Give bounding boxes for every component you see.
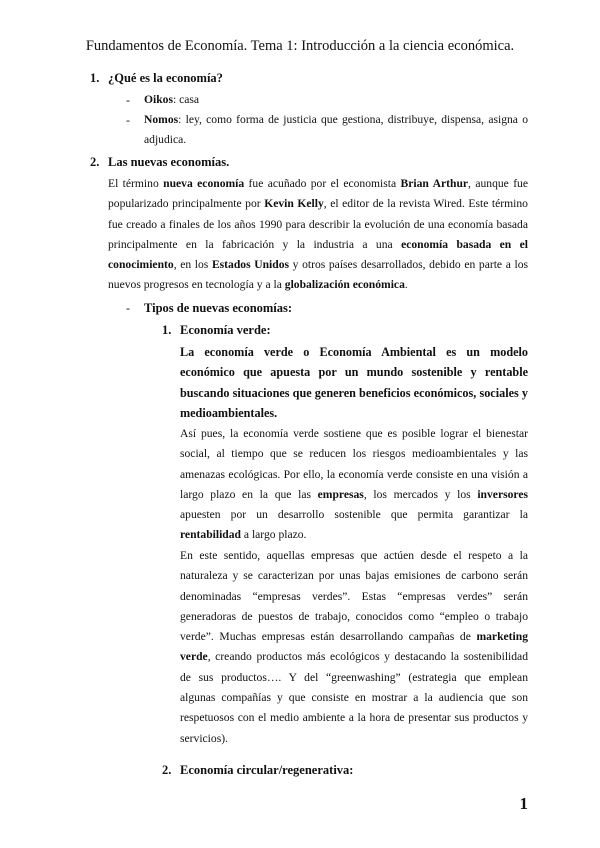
bold-run: marketing verde: [180, 630, 528, 664]
term-nomos: Nomos: [144, 113, 179, 126]
green-economy-paragraph-3: [180, 546, 528, 749]
list-dash: -: [126, 113, 130, 127]
sub2-heading: Economía circular/regenerativa:: [180, 763, 354, 777]
bold-run: globalización económica: [284, 278, 405, 292]
text-run: , los mercados y los: [363, 487, 478, 501]
section2-intro-paragraph: [108, 174, 528, 296]
text-run: En este sentido, aquellas empresas que actúen desde el respeto a la naturaleza y se caracterizan por unas bajas emisiones de carbono serán denominadas “empresas verdes”. Estas “empresas verdes” serán generadoras de puestos de trabajo, conocidos como “empleo o trabajo verde”. Muchas empresas están desarrollando campañas de: [180, 549, 528, 644]
bold-run: Kevin Kelly: [264, 197, 324, 211]
text-run: a largo plazo.: [241, 528, 307, 542]
text-run: fue acuñado por el economista: [244, 177, 401, 190]
section2-heading: Las nuevas economías.: [108, 155, 230, 169]
bold-run: Brian Arthur: [400, 177, 469, 190]
sub1-number: 1.: [162, 323, 172, 337]
text-run: , creando productos más ecológicos y destacando la sostenibilidad de sus productos…. Y del “greenwashing” (estrategia que emplean algunas compañías y que consiste en mostrar a la audiencia que son respetuosos con el medio ambiente a la hora de presentar sus productos y servicios).: [180, 650, 528, 745]
list-dash: -: [126, 301, 130, 315]
text-nomos: : ley, como forma de justicia que gestiona, distribuye, dispensa, asigna o adjudica.: [144, 113, 528, 147]
sub2-number: 2.: [162, 763, 172, 777]
green-economy-paragraph-2: [180, 424, 528, 546]
sub1-heading: Economía verde:: [180, 323, 271, 337]
types-heading: Tipos de nuevas economías:: [144, 301, 293, 315]
list-dash: -: [126, 93, 130, 107]
list-item-oikos: [144, 90, 528, 110]
text-run: .: [404, 278, 408, 292]
bold-run: economía basada en el conocimiento: [108, 237, 528, 272]
term-oikos: Oikos: [144, 93, 173, 106]
text-run: , el editor de la revista Wired. Este término fue creado a finales de los años 1990 para describir la evolución de una economía basada principalmente en la fabricación y la industria a una: [108, 197, 528, 251]
document-title: Fundamentos de Economía. Tema 1: Introducción a la ciencia económica.: [85, 38, 515, 54]
bold-run: nueva economía: [163, 177, 245, 190]
green-economy-definition: La economía verde o Economía Ambiental es un modelo económico que apuesta por un mundo sostenible y rentable buscando situaciones que generen beneficios económicos, sociales y medioambientales.: [180, 345, 528, 420]
text-run: Así pues, la economía verde sostiene que es posible lograr el bienestar social, al tiempo que se reducen los riesgos medioambientales y las amenazas ecológicas. Por ello, la economía verde consiste en una visión a largo plazo en la que las: [180, 427, 528, 501]
text-run: , en los: [173, 258, 212, 272]
section2-number: 2.: [90, 155, 100, 169]
text-run: apuesten por un desarrollo sostenible que permita garantizar la: [180, 508, 528, 522]
page-number: 1: [519, 794, 528, 813]
bold-run: rentabilidad: [180, 528, 241, 542]
text-run: , aunque fue popularizado principalmente por: [108, 177, 528, 211]
section1-number: 1.: [90, 71, 100, 85]
section1-heading: ¿Qué es la economía?: [108, 71, 223, 85]
bold-run: inversores: [477, 487, 528, 501]
text-run: y otros países desarrollados, debido en parte a los nuevos progresos en tecnología y a la: [108, 258, 529, 292]
text-run: El término: [108, 177, 164, 190]
text-oikos: : casa: [173, 93, 200, 106]
bold-run: empresas: [317, 487, 364, 501]
list-item-nomos: [144, 110, 528, 151]
bold-run: Estados Unidos: [211, 258, 290, 272]
